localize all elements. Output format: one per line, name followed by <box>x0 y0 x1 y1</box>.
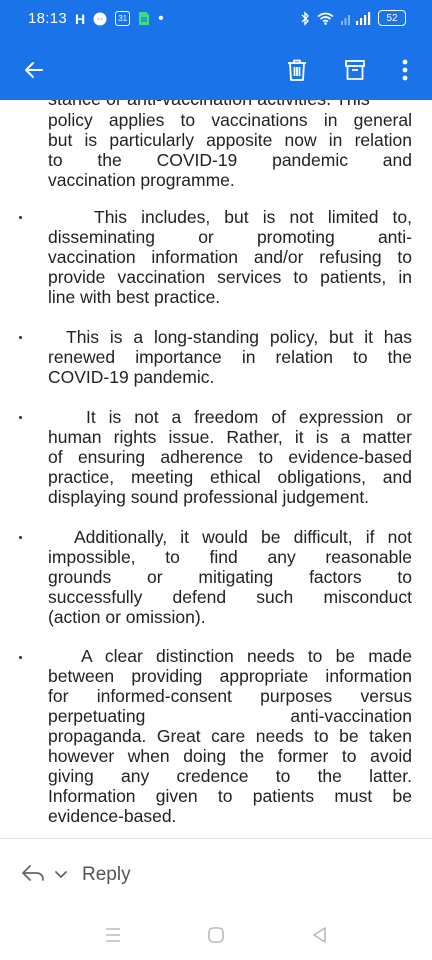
archive-icon <box>344 59 366 81</box>
text-line: grounds or mitigating factors to <box>48 567 412 587</box>
text-line: human rights issue. Rather, it is a matter <box>48 427 412 447</box>
text-line: COVID-19 pandemic. <box>48 367 215 387</box>
navigation-bar <box>0 910 432 960</box>
paragraph-1 <box>48 110 412 190</box>
paragraph-5 <box>48 527 412 627</box>
text-line: for informed-consent purposes versus <box>48 686 412 706</box>
reply-bar <box>0 839 432 909</box>
text-line: vaccination information and/or refusing to <box>48 247 412 267</box>
app-bar <box>0 40 432 100</box>
email-body <box>0 100 432 838</box>
chevron-down-icon[interactable] <box>54 867 68 885</box>
text-line: giving any credence to the latter. <box>48 766 412 786</box>
status-right <box>300 10 406 26</box>
text-line: successfully defend such misconduct <box>48 587 412 607</box>
text-line: A clear distinction needs to be made <box>81 646 412 666</box>
text-line: between providing appropriate information <box>48 666 412 686</box>
delete-button[interactable] <box>279 52 315 88</box>
text-line: of ensuring adherence to evidence-based <box>48 447 412 467</box>
calendar-icon: 31 <box>115 11 130 26</box>
text-line: propaganda. Great care needs to be taken <box>48 726 412 746</box>
battery-indicator: 52 <box>378 10 406 26</box>
paragraph-2 <box>48 207 412 307</box>
text-line: practice, meeting ethical obligations, and <box>48 467 412 487</box>
paragraph-4 <box>48 407 412 507</box>
archive-button[interactable] <box>337 52 373 88</box>
paragraph-6 <box>48 646 412 826</box>
bullet <box>19 416 22 419</box>
text-line: provide vaccination services to patients, in <box>48 267 412 287</box>
back-arrow-icon <box>22 58 46 82</box>
text-line: vaccination programme. <box>48 170 235 190</box>
wifi-icon <box>317 12 334 25</box>
notification-dot: • <box>158 9 164 27</box>
bullet <box>19 216 22 219</box>
text-line: displaying sound professional judgement. <box>48 487 370 507</box>
status-bar <box>0 0 432 40</box>
text-line: impossible, to find any reasonable <box>48 547 412 567</box>
carrier-icon: H <box>75 10 86 27</box>
bluetooth-icon <box>300 11 310 26</box>
more-options-button[interactable] <box>387 52 423 88</box>
status-time: 18:13 <box>28 10 68 27</box>
text-line: however when doing the former to avoid <box>48 746 412 766</box>
back-icon[interactable] <box>307 924 331 946</box>
text-line: renewed importance in relation to the <box>48 347 412 367</box>
text-line: policy applies to vaccinations in general <box>48 110 412 130</box>
top-bar <box>0 0 432 100</box>
text-line: to the COVID-19 pandemic and <box>48 150 412 170</box>
text-line: Information given to patients must be <box>48 786 412 806</box>
delete-icon <box>286 58 308 82</box>
status-left <box>28 10 164 27</box>
text-line: This is a long-standing policy, but it has <box>66 327 412 347</box>
paragraph-3 <box>48 327 412 387</box>
reply-icon[interactable] <box>20 863 46 888</box>
home-icon[interactable] <box>204 924 228 946</box>
text-line: evidence-based. <box>48 806 177 826</box>
text-line: Additionally, it would be difficult, if not <box>74 527 412 547</box>
text-line: It is not a freedom of expression or <box>86 407 412 427</box>
text-line: (action or omission). <box>48 607 206 627</box>
bullet <box>19 536 22 539</box>
signal-icon <box>341 12 371 25</box>
text-line: but is particularly apposite now in relation <box>48 130 412 150</box>
recent-apps-icon[interactable] <box>101 924 125 946</box>
bullet <box>19 336 22 339</box>
more-icon <box>402 59 408 81</box>
text-line: line with best practice. <box>48 287 221 307</box>
sim-icon <box>138 11 150 26</box>
back-button[interactable] <box>16 52 52 88</box>
text-line: disseminating or promoting anti- <box>48 227 412 247</box>
reply-button[interactable]: Reply <box>82 864 131 885</box>
text-line: perpetuating anti-vaccination <box>48 706 412 726</box>
bullet <box>19 656 22 659</box>
text-line: This includes, but is not limited to, <box>94 207 412 227</box>
messenger-icon <box>93 12 107 26</box>
